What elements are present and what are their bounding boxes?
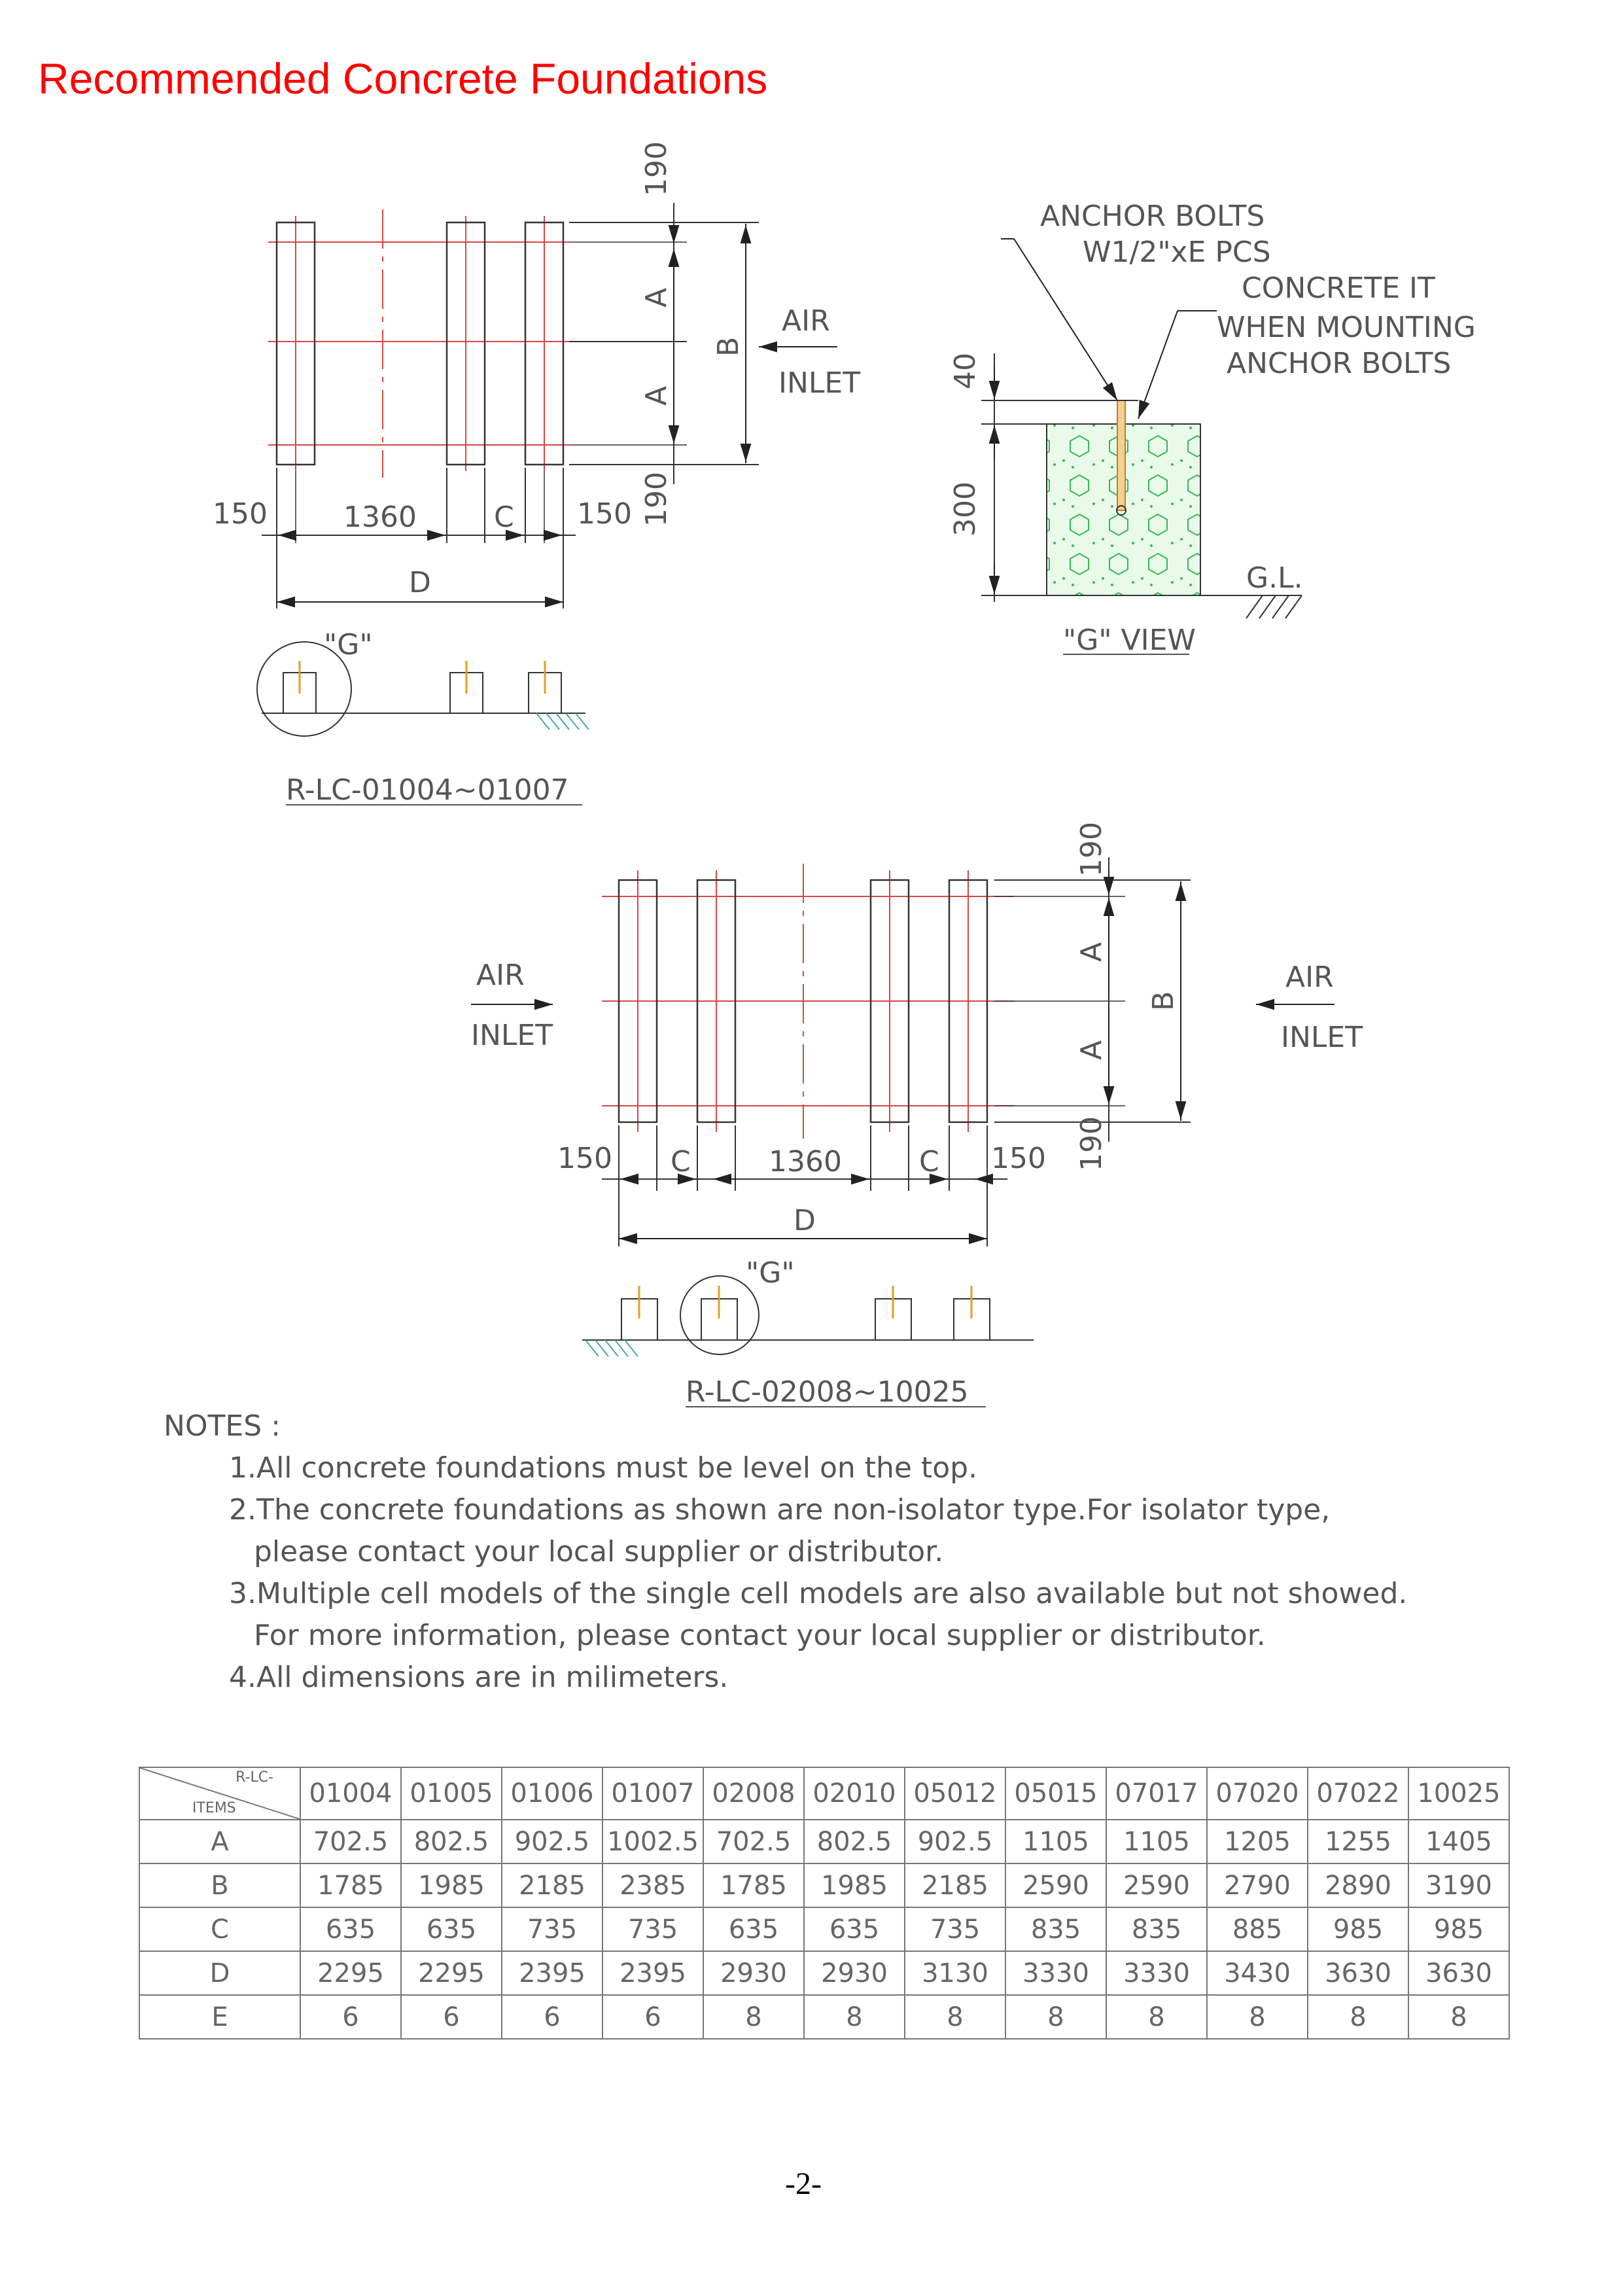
table-cell: 8 bbox=[1408, 1995, 1509, 2039]
table-row bbox=[139, 1995, 1509, 2039]
table-cell: 635 bbox=[401, 1907, 502, 1951]
corner-top-label: R-LC- bbox=[236, 1769, 273, 1786]
table-cell: 2185 bbox=[502, 1863, 602, 1907]
d1-dim-d: D bbox=[409, 566, 431, 599]
d1-dim-150-left: 150 bbox=[213, 497, 268, 531]
table-cell: 1405 bbox=[1408, 1820, 1509, 1863]
note-3-continued: For more information, please contact your local supplier or distributor. bbox=[254, 1619, 1266, 1652]
table-cell: 2185 bbox=[905, 1863, 1005, 1907]
table-cell: 3430 bbox=[1207, 1951, 1308, 1995]
row-label: E bbox=[139, 1995, 300, 2039]
table-cell: 1255 bbox=[1308, 1820, 1408, 1863]
row-label: B bbox=[139, 1863, 300, 1907]
table-cell: 6 bbox=[401, 1995, 502, 2039]
d1-air-label: AIR bbox=[782, 304, 830, 338]
table-cell: 835 bbox=[1106, 1907, 1207, 1951]
d2-dim-c2: C bbox=[919, 1145, 939, 1178]
note-2-continued: please contact your local supplier or distributor. bbox=[254, 1535, 944, 1568]
table-cell: 3330 bbox=[1106, 1951, 1207, 1995]
dimensions-table bbox=[139, 1767, 1510, 2040]
table-row bbox=[139, 1820, 1509, 1863]
d2-inlet-right: INLET bbox=[1281, 1021, 1363, 1054]
table-cell: 1105 bbox=[1106, 1820, 1207, 1863]
table-cell: 8 bbox=[1308, 1995, 1408, 2039]
d2-dim-a1: A bbox=[1075, 942, 1108, 962]
table-cell: 6 bbox=[602, 1995, 703, 2039]
table-cell: 702.5 bbox=[703, 1820, 804, 1863]
table-cell: 2930 bbox=[703, 1951, 804, 1995]
column-header: 07020 bbox=[1207, 1767, 1308, 1820]
detail-gl: G.L. bbox=[1246, 561, 1303, 595]
column-header: 02008 bbox=[703, 1767, 804, 1820]
table-cell: 2590 bbox=[1106, 1863, 1207, 1907]
table-cell: 8 bbox=[1106, 1995, 1207, 2039]
drawing-2 bbox=[471, 857, 1335, 1407]
table-cell: 6 bbox=[502, 1995, 602, 2039]
table-cell: 902.5 bbox=[502, 1820, 602, 1863]
d2-air-right: AIR bbox=[1285, 961, 1334, 994]
table-cell: 8 bbox=[1207, 1995, 1308, 2039]
table-cell: 735 bbox=[905, 1907, 1005, 1951]
table-cell: 2790 bbox=[1207, 1863, 1308, 1907]
table-cell: 635 bbox=[300, 1907, 401, 1951]
d2-dim-150-right: 150 bbox=[991, 1142, 1046, 1175]
column-header: 01006 bbox=[502, 1767, 602, 1820]
table-cell: 902.5 bbox=[905, 1820, 1005, 1863]
note-1: 1.All concrete foundations must be level on the top. bbox=[229, 1451, 978, 1485]
table-cell: 6 bbox=[300, 1995, 401, 2039]
table-cell: 885 bbox=[1207, 1907, 1308, 1951]
table-cell: 1785 bbox=[300, 1863, 401, 1907]
table-cell: 3330 bbox=[1005, 1951, 1106, 1995]
d1-dim-190-top: 190 bbox=[640, 141, 673, 196]
detail-anchor-bolts-2: ANCHOR BOLTS bbox=[1227, 347, 1452, 380]
d2-air-left: AIR bbox=[476, 959, 525, 992]
d2-g-label: "G" bbox=[746, 1256, 795, 1290]
column-header: 01007 bbox=[602, 1767, 703, 1820]
d1-dim-c: C bbox=[494, 501, 514, 534]
row-label: C bbox=[139, 1907, 300, 1951]
page-title: Recommended Concrete Foundations bbox=[38, 54, 768, 103]
table-cell: 8 bbox=[703, 1995, 804, 2039]
d2-dim-150-left: 150 bbox=[557, 1142, 612, 1175]
table-cell: 802.5 bbox=[804, 1820, 905, 1863]
table-cell: 1205 bbox=[1207, 1820, 1308, 1863]
table-cell: 985 bbox=[1408, 1907, 1509, 1951]
d2-dim-190-top: 190 bbox=[1075, 822, 1108, 877]
d1-dim-1360: 1360 bbox=[343, 501, 417, 534]
notes-header: NOTES : bbox=[164, 1409, 281, 1443]
table-cell: 8 bbox=[905, 1995, 1005, 2039]
table-cell: 8 bbox=[804, 1995, 905, 2039]
page-number: -2- bbox=[785, 2166, 822, 2201]
table-cell: 1985 bbox=[804, 1863, 905, 1907]
column-header: 01005 bbox=[401, 1767, 502, 1820]
note-3: 3.Multiple cell models of the single cell models are also available but not showed. bbox=[229, 1577, 1408, 1610]
table-cell: 8 bbox=[1005, 1995, 1106, 2039]
table-cell: 2395 bbox=[502, 1951, 602, 1995]
table-row bbox=[139, 1907, 1509, 1951]
table-cell: 2295 bbox=[300, 1951, 401, 1995]
detail-anchor-bolts: ANCHOR BOLTS bbox=[1040, 200, 1265, 233]
row-label: A bbox=[139, 1820, 300, 1863]
d2-dim-c1: C bbox=[671, 1145, 691, 1178]
table-row bbox=[139, 1863, 1509, 1907]
detail-when-mounting: WHEN MOUNTING bbox=[1217, 311, 1476, 344]
d2-dim-b: B bbox=[1147, 991, 1180, 1011]
d1-dim-150-right: 150 bbox=[577, 497, 632, 531]
column-header: 10025 bbox=[1408, 1767, 1509, 1820]
table-cell: 3190 bbox=[1408, 1863, 1509, 1907]
detail-dim-300: 300 bbox=[949, 482, 982, 537]
column-header: 01004 bbox=[300, 1767, 401, 1820]
detail-anchor-spec: W1/2"xE PCS bbox=[1083, 236, 1271, 269]
row-label: D bbox=[139, 1951, 300, 1995]
table-cell: 3630 bbox=[1408, 1951, 1509, 1995]
d2-dim-a2: A bbox=[1075, 1040, 1108, 1060]
table-cell: 702.5 bbox=[300, 1820, 401, 1863]
table-cell: 635 bbox=[703, 1907, 804, 1951]
column-header: 07022 bbox=[1308, 1767, 1408, 1820]
d1-dim-b: B bbox=[712, 336, 745, 357]
table-cell: 2930 bbox=[804, 1951, 905, 1995]
d2-inlet-left: INLET bbox=[471, 1019, 553, 1052]
table-cell: 3630 bbox=[1308, 1951, 1408, 1995]
corner-bottom-label: ITEMS bbox=[192, 1800, 236, 1816]
column-header: 02010 bbox=[804, 1767, 905, 1820]
table-cell: 3130 bbox=[905, 1951, 1005, 1995]
table-header-row bbox=[139, 1767, 1509, 1820]
table-cell: 2385 bbox=[602, 1863, 703, 1907]
column-header: 07017 bbox=[1106, 1767, 1207, 1820]
table-cell: 1785 bbox=[703, 1863, 804, 1907]
d1-dim-190-bottom: 190 bbox=[640, 472, 673, 527]
table-cell: 735 bbox=[602, 1907, 703, 1951]
detail-concrete-it: CONCRETE IT bbox=[1242, 272, 1435, 305]
table-cell: 735 bbox=[502, 1907, 602, 1951]
d2-dim-1360: 1360 bbox=[769, 1145, 842, 1178]
note-2: 2.The concrete foundations as shown are non-isolator type.For isolator type, bbox=[229, 1493, 1331, 1527]
note-4: 4.All dimensions are in milimeters. bbox=[229, 1661, 729, 1694]
table-cell: 1985 bbox=[401, 1863, 502, 1907]
table-cell: 1105 bbox=[1005, 1820, 1106, 1863]
d2-caption: R-LC-02008~10025 bbox=[686, 1375, 969, 1409]
table-cell: 2395 bbox=[602, 1951, 703, 1995]
table-cell: 1002.5 bbox=[602, 1820, 703, 1863]
table-cell: 635 bbox=[804, 1907, 905, 1951]
table-cell: 985 bbox=[1308, 1907, 1408, 1951]
table-cell: 2295 bbox=[401, 1951, 502, 1995]
d2-dim-190-bottom: 190 bbox=[1075, 1116, 1108, 1171]
column-header: 05015 bbox=[1005, 1767, 1106, 1820]
d1-caption: R-LC-01004~01007 bbox=[286, 773, 569, 807]
d1-dim-a1: A bbox=[640, 287, 673, 308]
notes-section bbox=[164, 1405, 1407, 1699]
d1-dim-a2: A bbox=[640, 385, 673, 406]
table-cell: 2890 bbox=[1308, 1863, 1408, 1907]
d1-inlet-label: INLET bbox=[778, 366, 861, 400]
detail-dim-40: 40 bbox=[949, 353, 982, 389]
table-row bbox=[139, 1951, 1509, 1995]
column-header: 05012 bbox=[905, 1767, 1005, 1820]
detail-view-caption: "G" VIEW bbox=[1063, 624, 1196, 657]
d2-dim-d: D bbox=[794, 1204, 816, 1237]
d1-g-label: "G" bbox=[324, 628, 373, 662]
table-cell: 2590 bbox=[1005, 1863, 1106, 1907]
table-cell: 835 bbox=[1005, 1907, 1106, 1951]
table-cell: 802.5 bbox=[401, 1820, 502, 1863]
table-corner-cell bbox=[139, 1767, 300, 1820]
